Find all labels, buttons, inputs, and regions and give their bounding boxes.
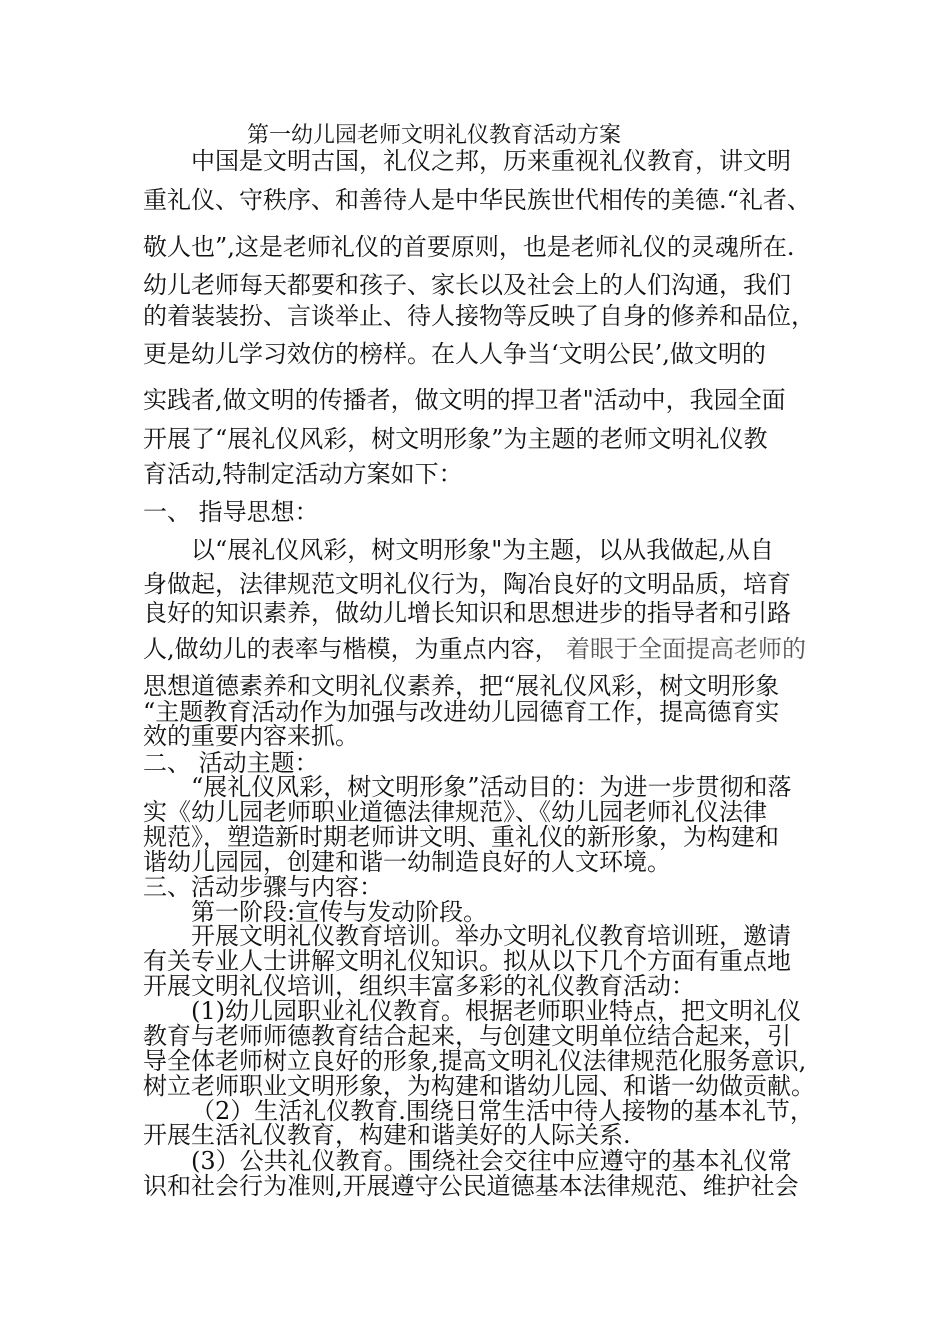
section-heading: 三、活动步骤与内容： <box>143 873 383 901</box>
paragraph-line: 思想道德素养和文明礼仪素养，把“展礼仪风彩，树文明形象 <box>143 672 780 700</box>
section-heading: 二、 活动主题： <box>143 749 319 777</box>
paragraph-line: 识和社会行为准则,开展遵守公民道德基本法律规范、维护社会 <box>143 1172 799 1200</box>
paragraph-line-gray: 着眼于全面提高老师的 <box>566 635 806 663</box>
paragraph-line: 身做起，法律规范文明礼仪行为，陶冶良好的文明品质，培育 <box>143 570 791 598</box>
paragraph-line: 人,做幼儿的表率与楷模，为重点内容， <box>143 635 559 663</box>
paragraph-line: 敬人也”,这是老师礼仪的首要原则，也是老师礼仪的灵魂所在. <box>143 233 795 261</box>
paragraph-line: 规范》，塑造新时期老师讲文明、重礼仪的新形象，为构建和 <box>143 823 779 851</box>
paragraph-line: 良好的知识素养，做幼儿增长知识和思想进步的指导者和引路 <box>143 599 791 627</box>
paragraph-line: 以“展礼仪风彩，树文明形象"为主题，以从我做起,从自 <box>191 536 774 564</box>
paragraph-line: “主题教育活动作为加强与改进幼儿园德育工作，提高德育实 <box>143 698 780 726</box>
paragraph-line: 实践者,做文明的传播者，做文明的捍卫者"活动中，我园全面 <box>143 386 786 414</box>
paragraph-line: 开展文明礼仪教育培训。举办文明礼仪教育培训班，邀请 <box>191 922 791 950</box>
paragraph-line: 导全体老师树立良好的形象,提高文明礼仪法律规范化服务意识, <box>143 1047 807 1075</box>
paragraph-line: “展礼仪风彩，树文明形象”活动目的：为进一步贯彻和落 <box>191 773 792 801</box>
page-title: 第一幼儿园老师文明礼仪教育活动方案 <box>247 123 622 148</box>
paragraph-line: 树立老师职业文明形象，为构建和谐幼儿园、和谐一幼做贡献。 <box>143 1072 815 1100</box>
paragraph-line: 育活动,特制定活动方案如下： <box>143 460 463 488</box>
paragraph-line: （2）生活礼仪教育.围绕日常生活中待人接物的基本礼节， <box>191 1097 814 1125</box>
paragraph-line: 谐幼儿园园，创建和谐一幼制造良好的人文环境。 <box>143 848 671 876</box>
paragraph-line: (3）公共礼仪教育。围绕社会交往中应遵守的基本礼仪常 <box>191 1147 792 1175</box>
paragraph-line: 实《幼儿园老师职业道德法律规范》、《幼儿园老师礼仪法律 <box>143 798 767 826</box>
section-heading: 一、 指导思想： <box>143 498 319 526</box>
paragraph-line: (1)幼儿园职业礼仪教育。根据老师职业特点，把文明礼仪 <box>191 997 801 1025</box>
paragraph-line: 第一阶段:宣传与发动阶段。 <box>191 898 488 926</box>
paragraph-line: 重礼仪、守秩序、和善待人是中华民族世代相传的美德.“礼者、 <box>143 186 811 214</box>
paragraph-line: 的着装装扮、言谈举止、待人接物等反映了自身的修养和品位， <box>143 302 815 330</box>
paragraph-line: 开展了“展礼仪风彩，树文明形象”为主题的老师文明礼仪教 <box>143 425 768 453</box>
paragraph-line: 有关专业人士讲解文明礼仪知识。拟从以下几个方面有重点地 <box>143 947 791 975</box>
paragraph-line: 开展文明礼仪培训，组织丰富多彩的礼仪教育活动： <box>143 972 695 1000</box>
paragraph-line: 效的重要内容来抓。 <box>143 722 359 750</box>
paragraph-line: 开展生活礼仪教育，构建和谐美好的人际关系. <box>143 1121 631 1149</box>
paragraph-line: 中国是文明古国，礼仪之邦，历来重视礼仪教育，讲文明 <box>191 147 791 175</box>
paragraph-line: 教育与老师师德教育结合起来，与创建文明单位结合起来，引 <box>143 1022 791 1050</box>
paragraph-line: 更是幼儿学习效仿的榜样。在人人争当‘文明公民’,做文明的 <box>143 340 766 368</box>
paragraph-line: 幼儿老师每天都要和孩子、家长以及社会上的人们沟通，我们 <box>143 271 791 299</box>
